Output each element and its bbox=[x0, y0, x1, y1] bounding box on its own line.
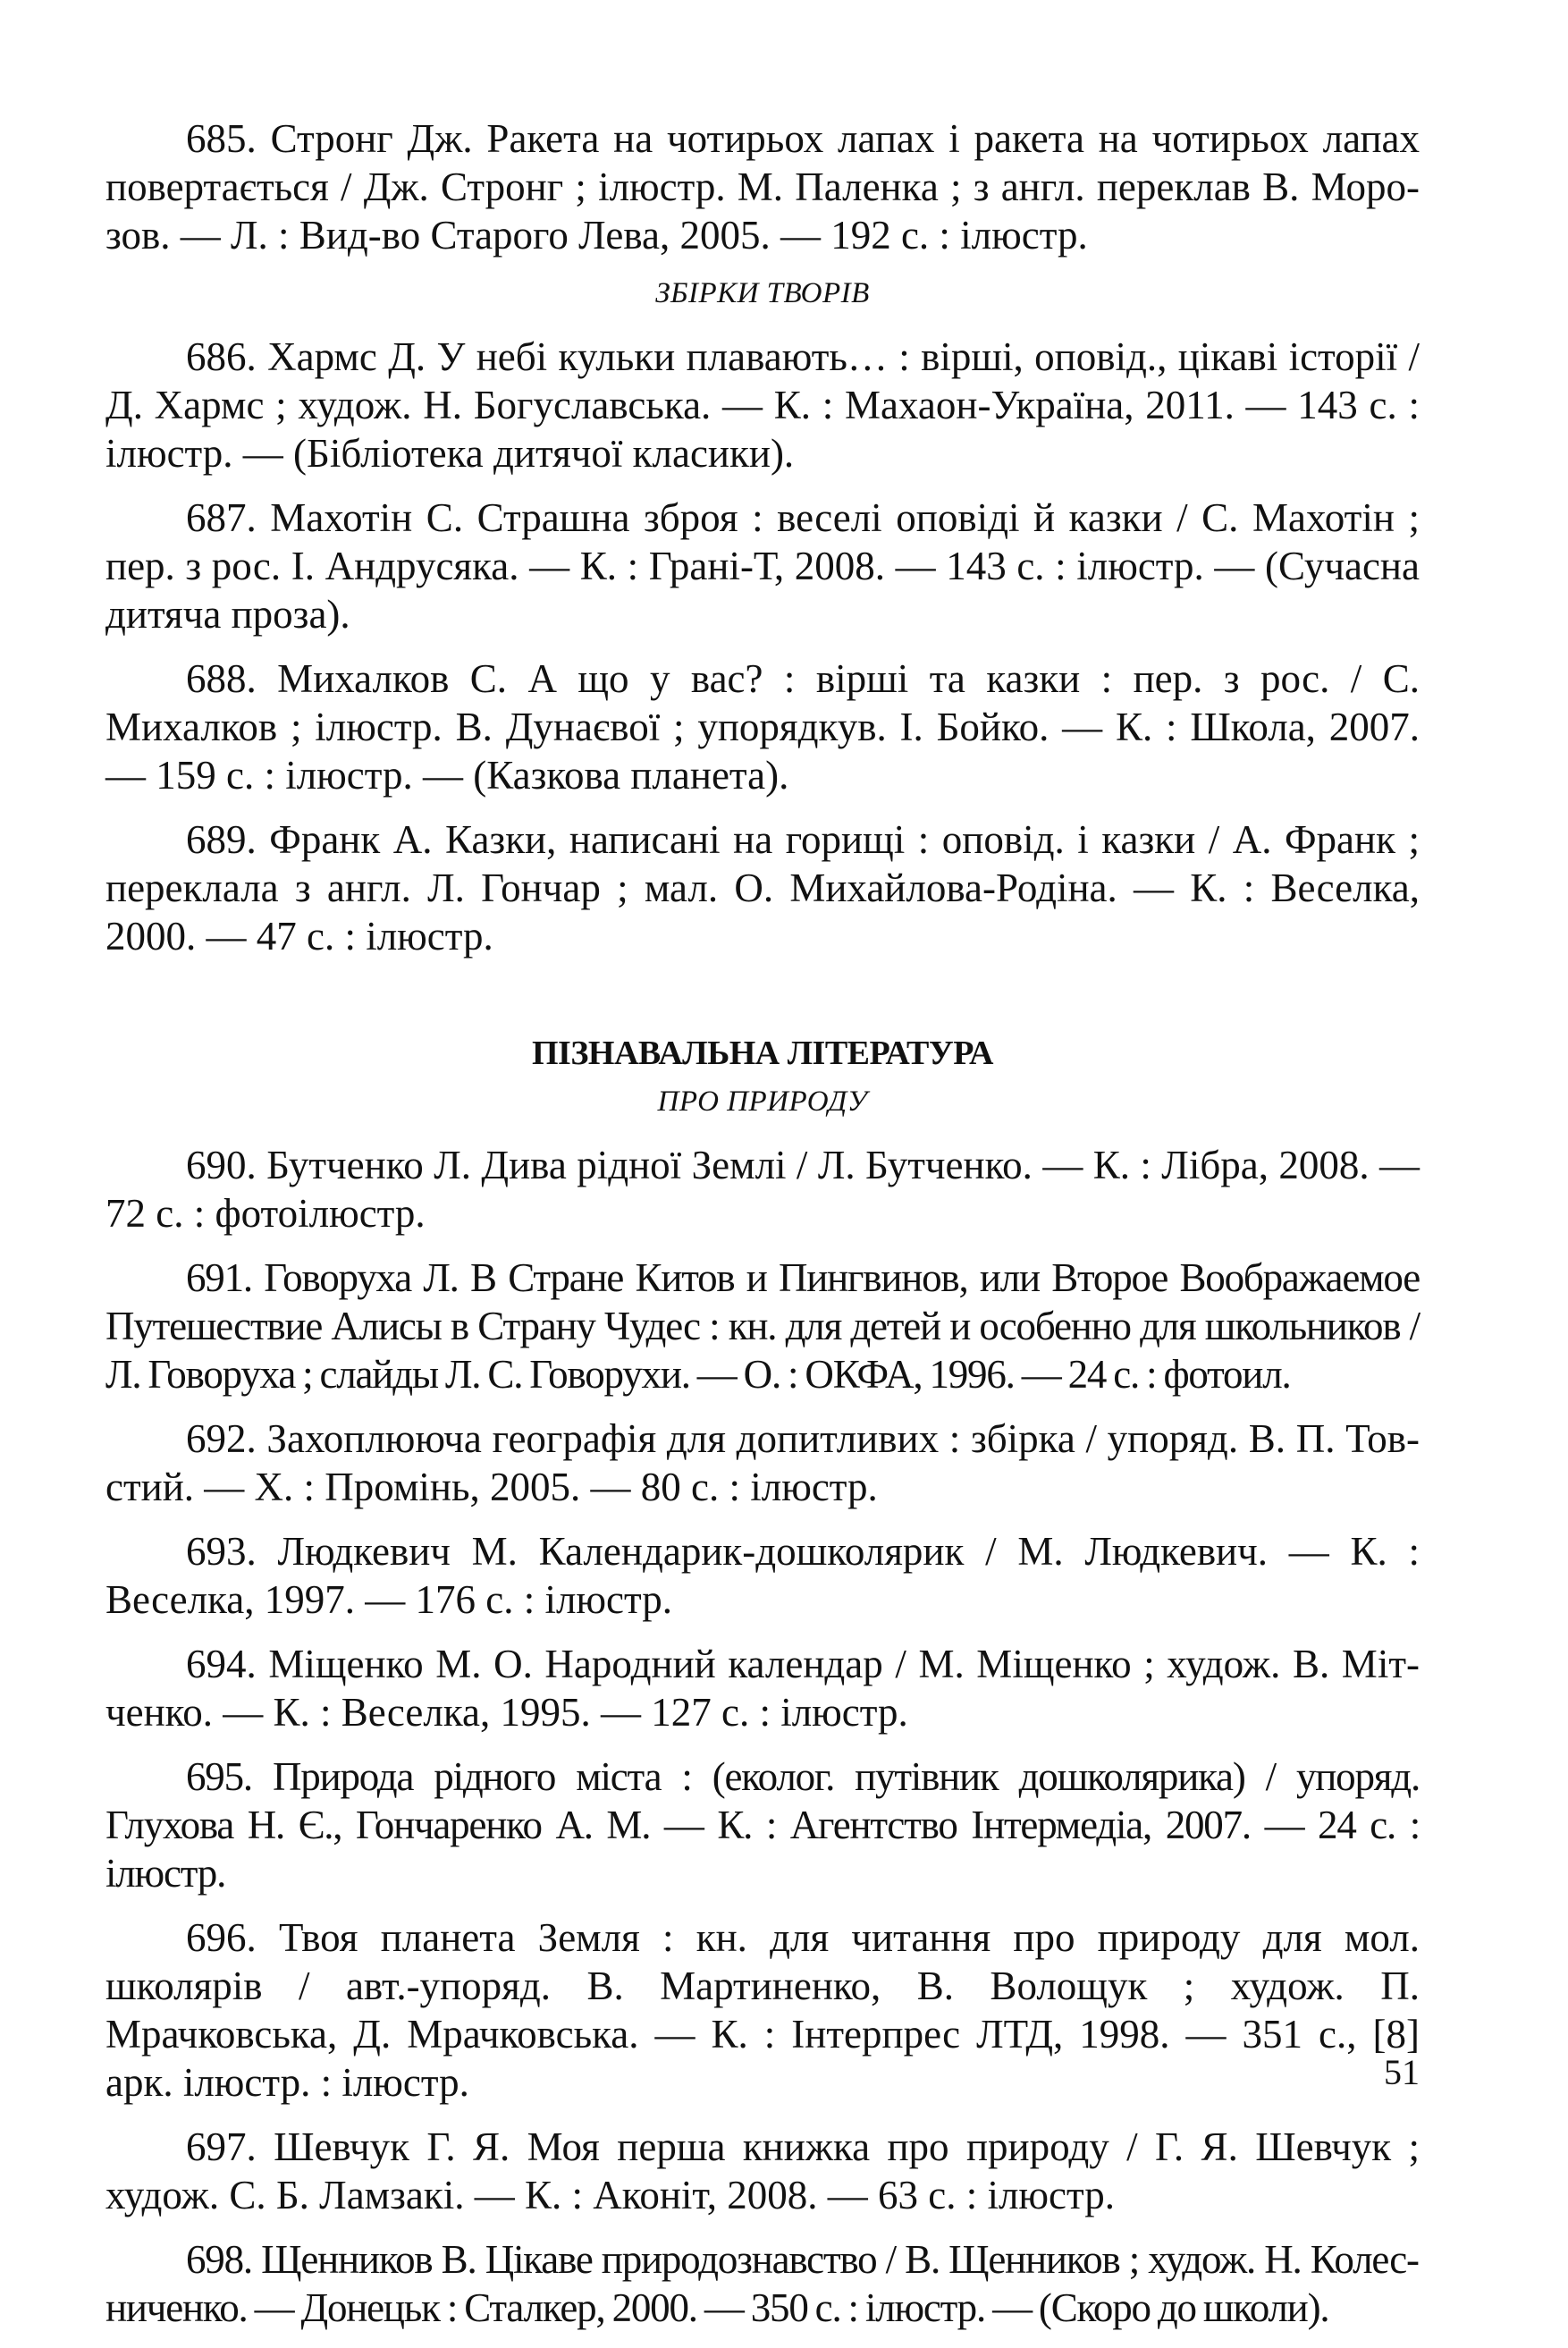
bibliography-entry: 690. Бутченко Л. Дива рідної Землі / Л. Бутченко. — К. : Лібра, 2008. — 72 с. : фотоілюстр. bbox=[105, 1143, 1420, 1236]
bibliography-entry: 694. Міщенко М. О. Народний календар / М. Міщенко ; худож. В. Мітченко. — К. : Веселка, 1995. — 127 с. : ілюстр. bbox=[105, 1642, 1420, 1735]
subheading-collections: ЗБІРКИ ТВОРІВ bbox=[655, 277, 870, 309]
bibliography-entry: 698. Щенников В. Цікаве природознавство / В. Щенников ; худож. Н. Колесниченко. — Донецьк : Сталкер, 2000. — 350 с. : ілюстр. — (Скоро до школи). bbox=[105, 2237, 1420, 2330]
page-content bbox=[105, 114, 1420, 2348]
page-number: 51 bbox=[1384, 2052, 1420, 2092]
bibliography-entry: 687. Махотін С. Страшна зброя : веселі оповіді й казки / С. Махотін ; пер. з рос. І. Андрусяка. — К. : Грані-Т, 2008. — 143 с. : ілюстр. — (Сучасна дитяча проза). bbox=[105, 495, 1420, 637]
bibliography-entry: 697. Шевчук Г. Я. Моя перша книжка про природу / Г. Я. Шевчук ; худож. С. Б. Ламзакі. — К. : Аконіт, 2008. — 63 с. : ілюстр. bbox=[105, 2124, 1420, 2217]
bibliography-entry: 689. Франк А. Казки, написані на горищі : оповід. і казки / А. Франк ; переклала з англ. Л. Гончар ; мал. О. Михайлова-Родіна. — К. : Веселка, 2000. — 47 с. : ілюстр. bbox=[105, 817, 1420, 959]
bibliography-entry: 685. Стронг Дж. Ракета на чотирьох лапах і ракета на чотирьох лапах повертається / Дж. Стронг ; ілюстр. М. Паленка ; з англ. переклав В. Морозов. — Л. : Вид-во Старого Лева, 2005. — 192 с. : ілюстр. bbox=[105, 116, 1420, 258]
bibliography-entry: 691. Говоруха Л. В Стране Китов и Пингвинов, или Второе Воображаемое Путешествие Алисы в Страну Чудес : кн. для детей и особенно для школьников / Л. Говоруха ; слайды Л. С. Говорухи. — О. : ОКФА, 1996. — 24 с. : фотоил. bbox=[105, 1255, 1420, 1397]
bibliography-entry: 696. Твоя планета Земля : кн. для читання про природу для мол. школярів / авт.-упоряд. В. Мартиненко, В. Волощук ; худож. П. Мрачковська, Д. Мрачковська. — К. : Інтерпрес ЛТД, 1998. — 351 с., [8] арк. ілюстр. : ілюстр. bbox=[105, 1915, 1420, 2105]
bibliography-entry: 688. Михалков С. А що у вас? : вірші та казки : пер. з рос. / С. Михалков ; ілюстр. В. Дунаєвої ; упорядкув. І. Бойко. — К. : Школа, 2007. — 159 с. : ілюстр. — (Казкова планета). bbox=[105, 656, 1420, 798]
bibliography-entry: 686. Хармс Д. У небі кульки плавають… : вірші, оповід., цікаві історії / Д. Хармс ; худож. Н. Богуславська. — К. : Махаон-Україна, 2011. — 143 с. : ілюстр. — (Бібліотека дитячої класики). bbox=[105, 334, 1420, 476]
subheading-nature: ПРО ПРИРОДУ bbox=[657, 1085, 868, 1118]
bibliography-entry: 692. Захоплююча географія для допитливих : збірка / упоряд. В. П. Товстий. — Х. : Промінь, 2005. — 80 с. : ілюстр. bbox=[105, 1416, 1420, 1509]
section-heading: ПІЗНАВАЛЬНА ЛІТЕРАТУРА bbox=[531, 1035, 993, 1072]
bibliography-entry: 693. Людкевич М. Календарик-дошколярик / М. Людкевич. — К. : Веселка, 1997. — 176 с. : ілюстр. bbox=[105, 1529, 1420, 1622]
bibliography-entry: 695. Природа рідного міста : (еколог. путівник дошколярика) / упоряд. Глухова Н. Є., Гончаренко А. М. — К. : Агентство Інтермедіа, 2007. — 24 с. : ілюстр. bbox=[105, 1754, 1420, 1896]
